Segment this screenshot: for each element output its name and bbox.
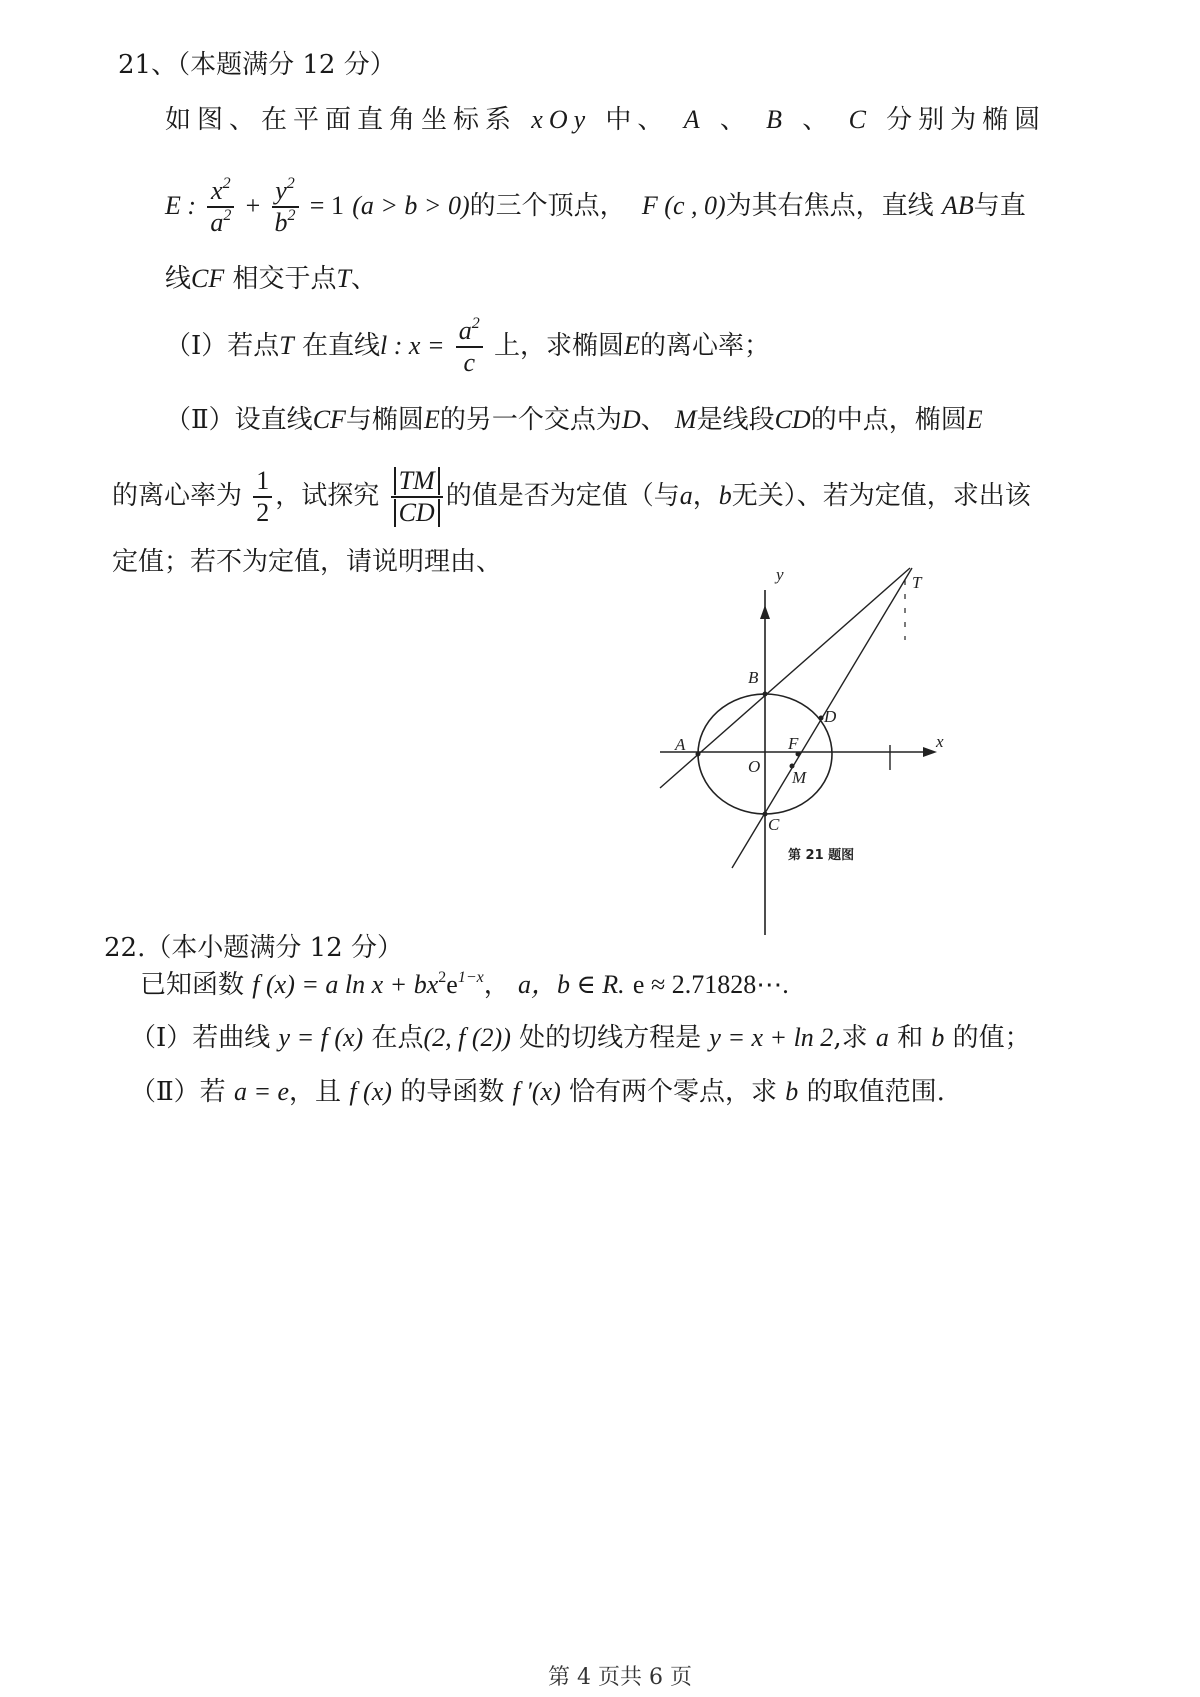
part-label: （Ⅱ）设直线 (165, 405, 313, 435)
label-T: T (912, 573, 922, 592)
frac-exp: 2 (471, 315, 480, 332)
q22-text: 已知函数 (140, 970, 245, 1000)
q21-part-2-line-2 (112, 466, 1031, 528)
q21-header (118, 48, 396, 82)
q21-math: E (624, 331, 640, 360)
q21-text: 、 (640, 405, 667, 435)
q21-text: 的另一个交点为 (439, 405, 622, 435)
label-F: F (788, 734, 799, 753)
q21-math: l : x = (380, 331, 445, 360)
q22-math: y = x + ln 2 (709, 1023, 834, 1052)
eq-num: x (211, 176, 223, 205)
figure-21 (675, 565, 1060, 940)
q22-text: 和 (897, 1023, 924, 1053)
q21-text: 中、 (605, 105, 670, 135)
q22-part-1 (130, 1021, 1031, 1055)
point-B (763, 692, 768, 697)
eq-exp: 2 (223, 207, 232, 224)
part-label: （Ⅰ）若曲线 (130, 1023, 271, 1053)
q21-text: 的值是否为定值（与 (445, 481, 680, 511)
q21-part-2 (165, 403, 983, 437)
ratio-frac (391, 466, 443, 528)
q22-math: f (x) (349, 1077, 392, 1106)
eq-rhs: = 1 (309, 191, 344, 220)
q21-line-2 (165, 176, 1026, 238)
q22-math: y = f (x) (278, 1023, 364, 1052)
q21-text: 、 (802, 105, 835, 135)
q21-math: b (718, 481, 732, 510)
q22-exp: 2 (438, 969, 447, 986)
q21-text: 与直 (973, 191, 1026, 221)
q22-text: ，且 (289, 1077, 342, 1107)
point-A (696, 752, 701, 757)
eq-op: + (245, 191, 261, 220)
q21-text: 、 (719, 105, 752, 135)
q22-text: 在点 (371, 1023, 424, 1053)
q22-part-2 (130, 1075, 945, 1109)
q21-math: CF (191, 264, 225, 293)
eq-frac-x (207, 176, 234, 238)
q21-text: 的中点，椭圆 (810, 405, 967, 435)
eq-exp: 2 (287, 207, 296, 224)
q22-math: f (x) = a ln x + bx (252, 970, 439, 999)
q21-math: T (279, 331, 294, 360)
q21-math: B (766, 105, 789, 134)
label-M: M (792, 768, 807, 787)
q22-text: 处的切线方程是 (519, 1023, 702, 1053)
eq-condition: (a > b > 0) (352, 191, 470, 220)
q22-text: ， (483, 970, 510, 1000)
q21-math: D (621, 405, 641, 434)
q22-header (104, 931, 403, 965)
q22-text: 恰有两个零点，求 (569, 1077, 778, 1107)
page-footer: 第 4 页共 6 页 (548, 1665, 692, 1690)
frac-den: 2 (256, 498, 270, 527)
directrix-frac (456, 316, 483, 378)
part-label: （Ⅱ）若 (130, 1077, 226, 1107)
q21-text: 线 (165, 264, 192, 294)
frac-den: CD (394, 499, 440, 527)
frac-num: a (458, 316, 472, 345)
eq-exp: 2 (222, 175, 231, 192)
q21-text: 如图、在平面直角坐标系 (165, 105, 518, 135)
eq-den: a (210, 208, 224, 237)
q21-math: AB (941, 191, 974, 220)
figure-caption: 第 21 题图 (788, 848, 855, 863)
q22-text: ,求 (833, 1023, 868, 1053)
label-x: x (936, 732, 944, 751)
q21-math: T (336, 264, 351, 293)
q21-text: 无关）、若为定值，求出该 (731, 481, 1031, 511)
q21-math: M (674, 405, 697, 434)
part-label: （Ⅰ）若点 (165, 331, 280, 361)
q21-math: A (683, 105, 706, 134)
q22-math: e ≈ 2.71828⋯. (632, 970, 789, 999)
q21-text: ，试探究 (275, 481, 380, 511)
q21-text: 相交于点 (232, 264, 337, 294)
x-axis-arrow (923, 747, 937, 757)
q21-math: E (966, 405, 983, 434)
ellipse-diagram (675, 565, 1060, 940)
q22-text: 的值； (952, 1023, 1031, 1053)
frac-num: 1 (253, 466, 272, 498)
q21-text: 在直线 (302, 331, 381, 361)
label-O: O (748, 757, 761, 776)
q22-text: 的取值范围. (806, 1077, 945, 1107)
q22-math: b (931, 1023, 945, 1052)
q22-math: a (875, 1023, 889, 1052)
q22-math: (2, f (2)) (423, 1023, 511, 1052)
frac-den: c (463, 348, 476, 377)
q21-text: 是线段 (696, 405, 775, 435)
q22-math: a = e (233, 1077, 290, 1106)
q21-math: C (848, 105, 872, 134)
q22-math: a，b ∈ R. (518, 970, 625, 999)
q21-text: 的离心率； (639, 331, 770, 361)
q21-math: xOy (531, 105, 592, 134)
q21-score: （本题满分 12 分） (177, 50, 396, 80)
label-C: C (768, 815, 780, 834)
label-D: D (824, 707, 837, 726)
q22-number: 22. (104, 933, 146, 963)
eq-num: y (275, 176, 287, 205)
q22-exp: 1−x (457, 969, 484, 986)
q21-part-2-line-3: 定值；若不为定值，请说明理由、 (112, 547, 503, 577)
eq-label: E : (165, 191, 197, 220)
q21-math: CD (774, 405, 811, 434)
label-B: B (748, 668, 759, 687)
q21-math: CF (312, 405, 346, 434)
q21-text: 与椭圆 (345, 405, 424, 435)
q21-math: a (679, 481, 693, 510)
q21-math: E (423, 405, 440, 434)
q21-line-3 (165, 262, 377, 296)
q21-number: 21、 (118, 50, 178, 80)
q22-math: b (785, 1077, 799, 1106)
label-y: y (776, 565, 784, 584)
q21-math: F (c , 0) (641, 191, 726, 220)
point-C (763, 812, 768, 817)
q21-text: 分别为椭圆 (886, 105, 1047, 135)
label-A: A (675, 735, 686, 754)
eq-den: b (274, 208, 288, 237)
eq-frac-y (272, 176, 299, 238)
q21-part-1 (165, 316, 770, 378)
q22-line-1 (140, 968, 789, 1002)
q22-text: 的导函数 (400, 1077, 505, 1107)
frac-num: TM (394, 467, 440, 495)
q21-text: ， (692, 481, 719, 511)
half-frac (253, 466, 272, 528)
q21-text: 的三个顶点， (469, 191, 626, 221)
q21-text: 的离心率为 (112, 481, 243, 511)
q22-score: （本小题满分 12 分） (145, 933, 403, 963)
y-axis-arrow (760, 605, 770, 619)
q22-math: f ′(x) (512, 1077, 561, 1106)
q21-text: 、 (351, 264, 378, 294)
point-D (819, 716, 824, 721)
q21-text: 为其右焦点，直线 (725, 191, 934, 221)
q21-text: 上，求椭圆 (494, 331, 625, 361)
eq-exp: 2 (286, 175, 295, 192)
q21-line-1 (165, 103, 1046, 137)
q22-math: e (446, 970, 458, 999)
